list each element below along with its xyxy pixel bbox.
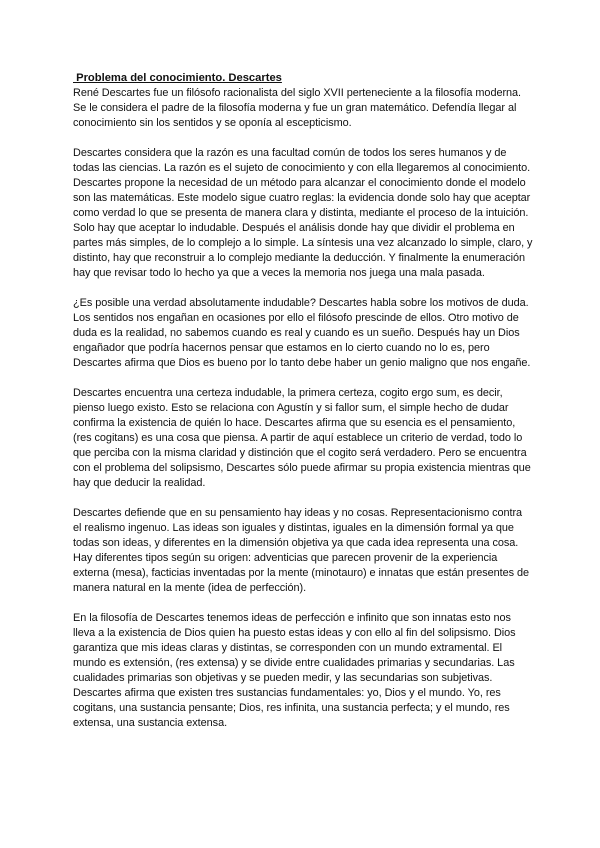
document-page	[73, 71, 533, 746]
paragraph-doubt: ¿Es posible una verdad absolutamente indudable? Descartes habla sobre los motivos de duda. Los sentidos nos engañan en ocasiones por ello el filósofo prescinde de ellos. Otro motivo de duda es la realidad, no sabemos cuando es real y cuando es un sueño. Después hay un Dios engañador que podría hacernos pensar que estamos en lo cierto cuando no lo es, pero Descartes afirma que Dios es bueno por lo tanto debe haber un genio maligno que nos engañe.	[73, 297, 531, 369]
document-title: Problema del conocimiento. Descartes	[73, 72, 282, 84]
paragraph-god-world: En la filosofía de Descartes tenemos ideas de perfección e infinito que son innatas esto nos lleva a la existencia de Dios quien ha puesto estas ideas y con ello al fin del solipsismo. Dios garantiza que mis ideas claras y distintas, se corresponden con un mundo extramental. El mundo es extensión, (res extensa) y se divide entre cualidades primarias y secundarias. Las cualidades primarias son objetivas y se pueden medir, y las secundarias son subjetivas. Descartes afirma que existen tres sustancias fundamentales: yo, Dios y el mundo. Yo, res cogitans, una sustancia pensante; Dios, res infinita, una sustancia perfecta; y el mundo, res extensa, una sustancia extensa.	[73, 612, 516, 729]
paragraph-ideas: Descartes defiende que en su pensamiento hay ideas y no cosas. Representacionismo contra el realismo ingenuo. Las ideas son iguales y distintas, iguales en la dimensión formal ya que todas son ideas, y diferentes en la dimensión objetiva ya que cada idea representa una cosa. Hay diferentes tipos según su origen: adventicias que parecen provenir de la experiencia externa (mesa), facticias inventadas por la mente (minotauro) e innatas que están presentes de manera natural en la mente (idea de perfección).	[73, 507, 529, 594]
paragraph-cogito: Descartes encuentra una certeza indudable, la primera certeza, cogito ergo sum, es decir, pienso luego existo. Esto se relaciona con Agustín y si fallor sum, el simple hecho de dudar confirma la existencia de quién lo hace. Descartes afirma que su esencia es el pensamiento, (res cogitans) es una cosa que piensa. A partir de aquí establece un criterio de verdad, todo lo que perciba con la misma claridad y distinción que el cogito será verdadero. Pero se encuentra con el problema del solipsismo, Descartes sólo puede afirmar su propia existencia mientras que hay que deducir la realidad.	[73, 387, 531, 489]
paragraph-method: Descartes considera que la razón es una facultad común de todos los seres humanos y de todas las ciencias. La razón es el sujeto de conocimiento y con ella llegaremos al conocimiento. Descartes propone la necesidad de un método para alcanzar el conocimiento donde el modelo son las matemáticas. Este modelo sigue cuatro reglas: la evidencia donde solo hay que aceptar como verdad lo que se presenta de manera clara y distinta, mediante el proceso de la intuición. Solo hay que aceptar lo indudable. Después el análisis donde hay que dividir el problema en partes más simples, de lo complejo a lo simple. La síntesis una vez alcanzado lo simple, claro, y distinto, hay que reconstruir a lo complejo mediante la deducción. Y finalmente la enumeración hay que revisar todo lo hecho ya que a veces la memoria nos juega una mala pasada.	[73, 147, 533, 279]
paragraph-intro: René Descartes fue un filósofo racionalista del siglo XVII perteneciente a la filosofía moderna. Se le considera el padre de la filosofía moderna y fue un gran matemático. Defendía llegar al conocimiento sin los sentidos y se oponía al escepticismo.	[73, 87, 522, 129]
